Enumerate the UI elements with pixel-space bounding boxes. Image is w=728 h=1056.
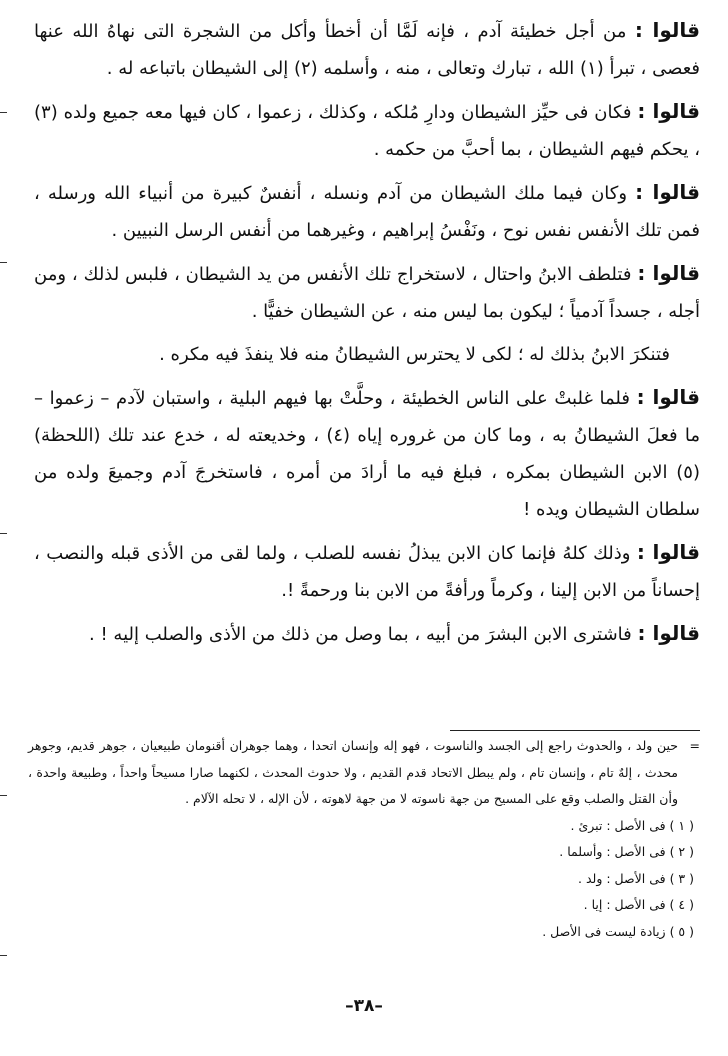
paragraph-text: فتنكرَ الابنُ بذلك له ؛ لكى لا يحترس الشيطانُ منه فلا ينفذَ فيه مكره . xyxy=(159,344,670,365)
paragraph-5 xyxy=(34,336,700,373)
scan-margin-mark xyxy=(0,262,7,263)
footnote-continuation xyxy=(28,733,700,813)
page-number: –٣٨– xyxy=(345,996,383,1016)
paragraph-text: فكان فى حيِّز الشيطان ودارِ مُلكه ، وكذلك ، زعموا ، كان فيها معه جميع ولده (٣) ، يحكم فيهم الشيطان ، بما أحبَّ من حكمه . xyxy=(34,102,700,160)
paragraph-lead: قالوا : xyxy=(637,261,700,285)
footnote-4: ( ٤ ) فى الأصل : إيا . xyxy=(583,897,694,912)
paragraph-1 xyxy=(34,12,700,87)
scan-margin-mark xyxy=(0,112,7,113)
footnote-1: ( ١ ) فى الأصل : تبرئ . xyxy=(570,817,694,833)
paragraph-3 xyxy=(34,174,700,249)
paragraph-7 xyxy=(34,534,700,609)
paragraph-lead: قالوا : xyxy=(634,18,700,42)
footnote-3: ( ٣ ) فى الأصل : ولد . xyxy=(578,870,694,886)
scan-margin-mark xyxy=(0,955,7,956)
scan-margin-mark xyxy=(0,795,7,796)
footnotes xyxy=(28,733,700,945)
paragraph-text: فاشترى الابن البشرَ من أبيه ، بما وصل من ذلك من الأذى والصلب إليه ! . xyxy=(89,624,632,645)
paragraph-lead: قالوا : xyxy=(635,180,700,204)
paragraph-lead: قالوا : xyxy=(636,385,700,409)
footnote-continuation-text: حين ولد ، والحدوث راجع إلى الجسد والناسوت ، فهو إله وإنسان اتحدا ، وهما جوهران أقنومان طبيعيان ، جوهر قديم، وجوهر محدث ، إلهٌ تام ، وإنسان تام ، ولم يبطل الاتحاد قدم القديم ، ولا حدوث المحدث ، لكنهما صارا مسيحاً واحداً ، وطبيعة واحدة ، وأن القتل والصلب وقع على المسيح من جهة ناسوته لا من جهة لاهوته ، لأن الإله ، لا تحله الآلام . xyxy=(28,738,678,806)
footnote-5: ( ٥ ) زيادة ليست فى الأصل . xyxy=(542,923,694,939)
paragraph-8 xyxy=(34,615,700,653)
paragraph-lead: قالوا : xyxy=(637,99,700,123)
paragraph-2 xyxy=(34,93,700,168)
paragraph-6 xyxy=(34,379,700,528)
paragraph-text: من أجل خطيئة آدم ، فإنه لَمَّا أن أخطأ وأكل من الشجرة التى نهاهُ الله عنها فعصى ، تبرأ (١) الله ، تبارك وتعالى ، منه ، وأسلمه (٢) إلى الشيطان باتباعه له . xyxy=(34,21,700,79)
paragraph-text: وكان فيما ملك الشيطان من آدم ونسله ، أنفسٌ كبيرة من أنبياء الله ورسله ، فمن تلك الأنفس نفس نوح ، ونَفْسُ إبراهيم ، وغيرهما من أنفس الرسل النبيين . xyxy=(34,183,700,241)
paragraph-text: فتلطف الابنُ واحتال ، لاستخراج تلك الأنفس من يد الشيطان ، فلبس لذلك ، ومن أجله ، جسداً آدمياً ؛ ليكون بما ليس منه ، عن الشيطان خفيًّا . xyxy=(34,264,700,322)
paragraph-4 xyxy=(34,255,700,330)
paragraph-lead: قالوا : xyxy=(636,540,700,564)
paragraph-lead: قالوا : xyxy=(637,621,700,645)
scan-margin-mark xyxy=(0,533,7,534)
paragraph-text: فلما غلبتْ على الناس الخطيئة ، وحلَّتْ بها فيهم البلية ، واستبان لآدم – زعموا – ما فعلَ الشيطانُ به ، وما كان من غروره إياه (٤) ، وخديعته له ، خدع عند تلك (اللحظة) (٥) الابن الشيطان بمكره ، فبلغ فيه ما أرادَ من أمره ، فاستخرجَ آدم وجميعَ ولده من سلطان الشيطان ويده ! xyxy=(34,388,700,520)
continuation-mark: = xyxy=(689,738,700,753)
footnote-divider xyxy=(450,730,700,731)
paragraph-text: وذلك كلهُ فإنما كان الابن يبذلُ نفسه للصلب ، ولما لقى من الأذى قبله والنصب ، إحساناً من الابن إلينا ، وكرماً ورأفةً من الابن بنا ورحمةً !. xyxy=(34,543,700,601)
footnote-2: ( ٢ ) فى الأصل : وأسلما . xyxy=(559,844,694,859)
